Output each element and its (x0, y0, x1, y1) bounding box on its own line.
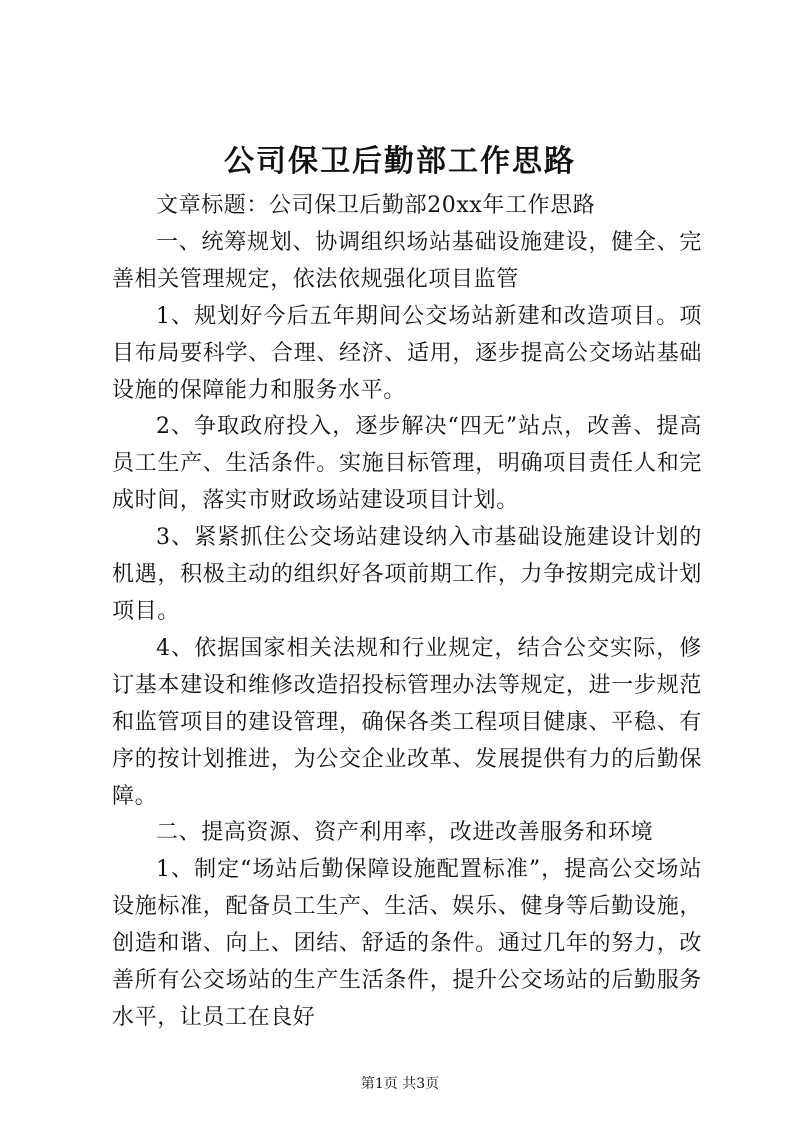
paragraph-item-1-4: 4、依据国家相关法规和行业规定，结合公交实际，修订基本建设和维修改造招投标管理办法等规定，进一步规范和监管项目的建设管理，确保各类工程项目健康、平稳、有序的按计划推进，为公交企业改革、发展提供有力的后勤保障。 (112, 635, 702, 809)
paragraph-item-1-1: 1、规划好今后五年期间公交场站新建和改造项目。项目布局要科学、合理、经济、适用，逐步提高公交场站基础设施的保障能力和服务水平。 (112, 303, 702, 403)
paragraph-item-1-3: 3、紧紧抓住公交场站建设纳入市基础设施建设计划的机遇，积极主动的组织好各项前期工作，力争按期完成计划项目。 (112, 525, 702, 624)
paragraph-item-1-2: 2、争取政府投入，逐步解决“四无”站点，改善、提高员工生产、生活条件。实施目标管理，明确项目责任人和完成时间，落实市财政场站建设项目计划。 (112, 414, 702, 514)
paragraph-section-1-heading: 一、统筹规划、协调组织场站基础设施建设，健全、完善相关管理规定，依法依规强化项目监管 (112, 229, 702, 292)
page-number-footer: 第1页 共3页 (360, 1076, 440, 1092)
document-title: 公司保卫后勤部工作思路 (224, 144, 576, 179)
paragraph-article-title: 文章标题：公司保卫后勤部20xx年工作思路 (156, 193, 596, 218)
paragraph-item-2-1: 1、制定“场站后勤保障设施配置标准”，提高公交场站设施标准，配备员工生产、生活、娱乐、健身等后勤设施，创造和谐、向上、团结、舒适的条件。通过几年的努力，改善所有公交场站的生产生活条件，提升公交场站的后勤服务水平，让员工在良好 (112, 857, 702, 1030)
document-body (112, 188, 702, 1037)
paragraph-section-2-heading: 二、提高资源、资产利用率，改进改善服务和环境 (156, 820, 654, 846)
